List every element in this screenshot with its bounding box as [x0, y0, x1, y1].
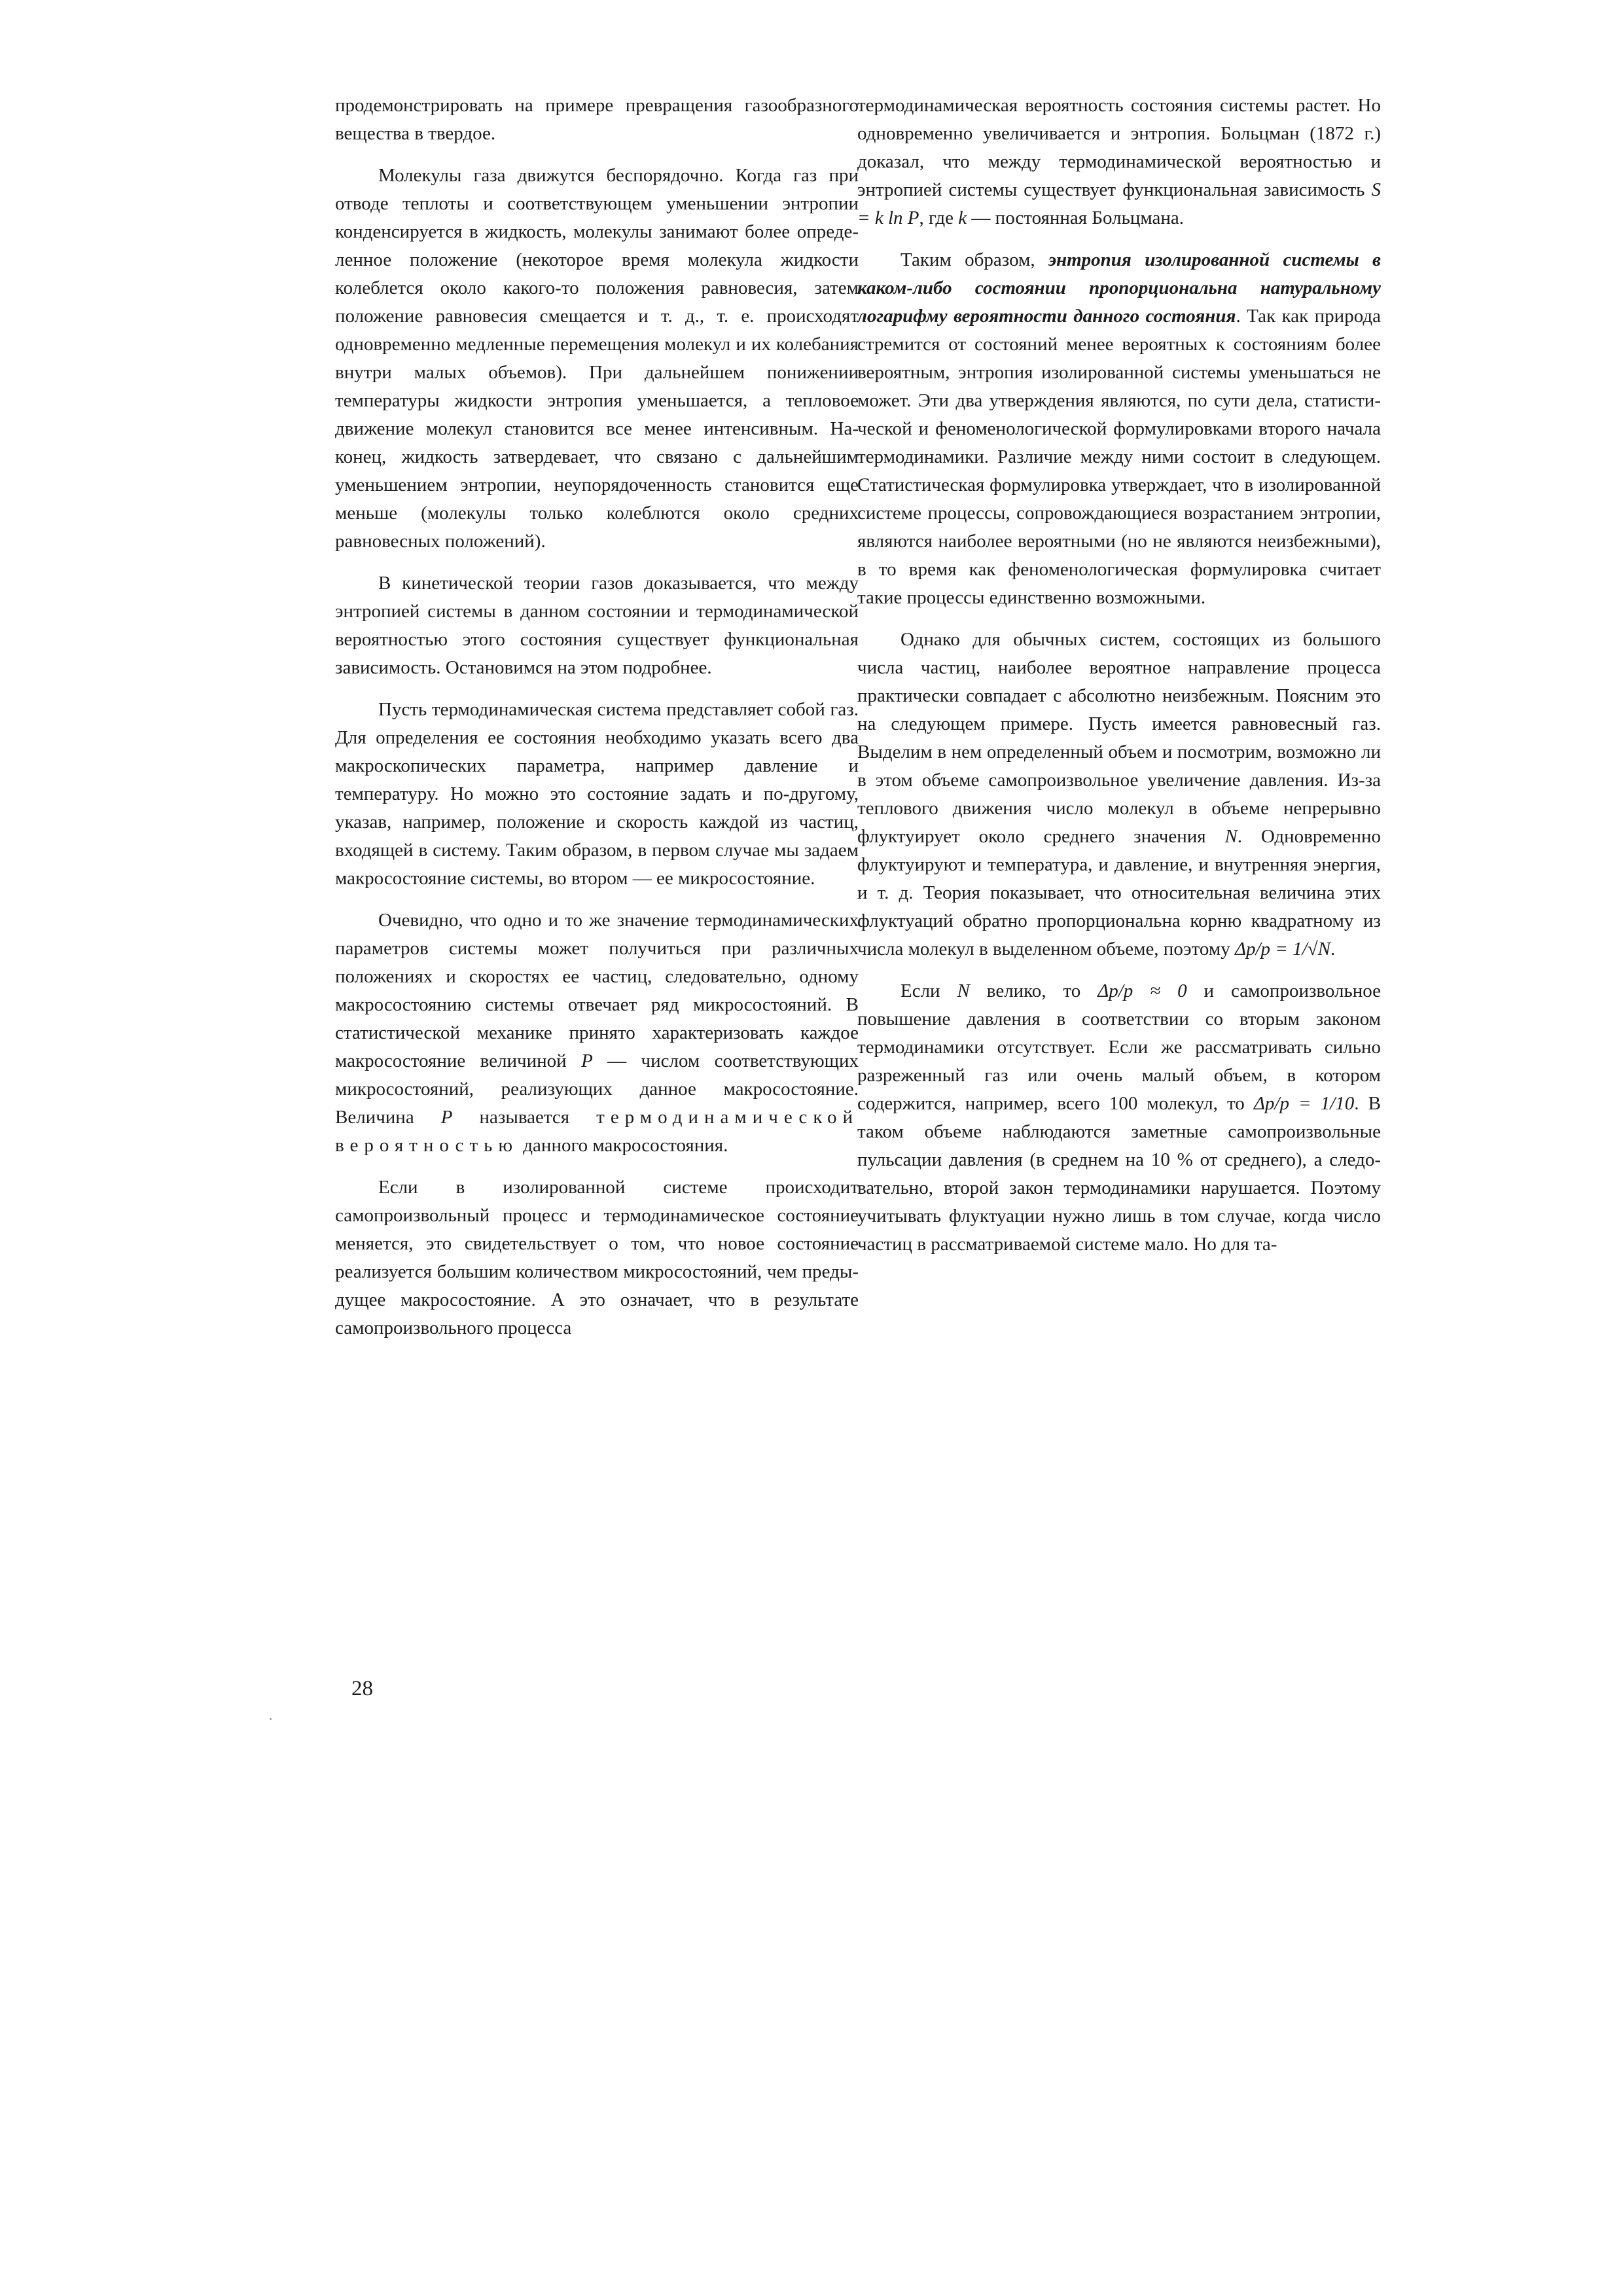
paragraph — [335, 906, 859, 1160]
text-run: — постоянная Больцмана. — [967, 207, 1185, 228]
text-run: — числом соответствующих микросостояний, реализующих данное макросостояние. Величина — [335, 1050, 859, 1128]
page-number: 28 — [351, 1677, 373, 1700]
text-run: , где — [919, 207, 959, 228]
paragraph: В кинетической теории газов доказывается, что между энтропией системы в данном состоянии и термодинамической вероятностью этого состояния существует функциональная зависимость. Остановимся на этом подробнее. — [335, 573, 859, 678]
scan-artifact — [270, 1718, 272, 1720]
formula-one-tenth: Δp/p = 1/10 — [1253, 1093, 1355, 1114]
left-text-column — [335, 92, 859, 1342]
text-run: термодинамическая вероятность состояния системы растет. Но одновременно увеличивается и энтропия. Больцман (1872 г.) доказал, что между термодинамической вероятностью и энтропией системы существует функциональная зависимость — [857, 95, 1381, 200]
symbol-p: P — [440, 1107, 453, 1128]
text-run: Однако для обычных систем, состоящих из большого числа частиц, наиболее вероятное направление процесса практически совпадает с абсолютно неизбежным. Поясним это на следующем примере. Пусть имеется равновесный газ. Выделим в нем определенный объем и посмотрим, возможно ли в этом объеме самопроизвольное увеличение давления. Из-за теплового движения число молекул в объеме непрерывно флуктуирует около среднего значения — [857, 629, 1381, 847]
emphasized-definition: энтропия изолированной системы в каком-либо состоянии пропорциональна натуральному логарифму вероятности данного состояния — [857, 249, 1381, 327]
paragraph: Если в изолированной системе происходит самопроизвольный процесс и термодинамическое состояние меняется, это свидетельствует о том, что новое состояние реализуется большим количеством микросостояний, чем предыдущее макросостояние. А это означает, что в результате самопроизвольного процесса — [335, 1177, 859, 1338]
text-run: . В таком объеме наблюдаются заметные самопроизвольные пульсации давления (в среднем на 10 % от среднего), а следовательно, второй закон термодинамики нарушается. Поэтому учитывать флуктуации нужно лишь в том случае, когда число частиц в рассматриваемой системе мало. Но для та- — [857, 1093, 1381, 1255]
paragraph — [857, 92, 1381, 232]
paragraph — [857, 626, 1381, 963]
spaced-term: термодинамической вероятностью — [335, 1107, 859, 1156]
paragraph: продемонстрировать на примере превращения газообразного вещества в твердое. — [335, 95, 859, 144]
formula-approx-zero: Δp/p ≈ 0 — [1097, 980, 1187, 1001]
symbol-k: k — [958, 207, 967, 228]
text-run: Таким образом, — [901, 249, 1048, 270]
symbol-n: N — [1224, 826, 1238, 847]
paragraph: Молекулы газа движутся беспорядочно. Когда газ при отводе теплоты и соответствующем уменьшении энтропии конденсируется в жидкость, молекулы занимают более определенное положение (некоторое время молекула жидкости колеблется около какого-то положения равновесия, затем положение равновесия смещается и т. д., т. е. происходят одновременно медленные перемещения молекул и их колебания внутри малых объемов). При дальнейшем понижении температуры жидкости энтропия уменьшается, а тепловое движение молекул становится все менее интенсивным. Наконец, жидкость затвердевает, что связано с дальнейшим уменьшением энтропии, неупорядоченность становится еще меньше (молекулы только колеблются около средних равновесных положений). — [335, 165, 859, 552]
text-run: данного макросостояния. — [518, 1135, 728, 1156]
text-run: . Так как природа стремится от состояний менее вероятных к состояниям более вероятным, энтропия изолированной системы уменьшаться не может. Эти два утверждения являются, по сути дела, статистической и феноменологической формулировками второго начала термодинамики. Различие между ними состоит в следующем. Статистическая формулировка утверждает, что в изолированной системе процессы, сопровождающиеся возрастанием энтропии, являются наиболее вероятными (но не являются неизбежными), в то время как феноменологическая формулировка считает такие процессы единственно возможными. — [857, 306, 1381, 608]
text-run: Если — [901, 980, 957, 1001]
text-run: Очевидно, что одно и то же значение термодинамических параметров системы может получиться при различных положениях и скоростях ее частиц, следовательно, одному макросостоянию системы отвечает ряд микросостояний. В статистической механике принято характеризовать каждое макросостояние величиной — [335, 910, 859, 1071]
text-run: и самопроизвольное повышение давления в соответствии со вторым законом термодинамики отсутствует. Если же рассматривать сильно разреженный газ или очень малый объем, в котором содержится, например, всего 100 молекул, то — [857, 980, 1381, 1114]
symbol-n: N — [957, 980, 970, 1001]
text-run: велико, то — [969, 980, 1098, 1001]
symbol-p: P — [581, 1050, 593, 1071]
boltzmann-formula: S = k ln P — [857, 179, 1381, 228]
paragraph — [857, 246, 1381, 612]
right-text-column — [857, 92, 1381, 1259]
text-run: называется — [452, 1107, 597, 1128]
text-run: . Одновременно флуктуируют и температура, и давление, и внутренняя энергия, и т. д. Теория показывает, что относительная величина этих флуктуаций обратно пропорциональна корню квадратному из числа молекул в выделенном объеме, поэтому — [857, 826, 1381, 960]
paragraph: Пусть термодинамическая система представляет собой газ. Для определения ее состояния необходимо указать всего два макроскопических параметра, например давление и температуру. Но можно это состояние задать и по-другому, указав, например, положение и скорость каждой из частиц, входящей в систему. Таким образом, в первом случае мы задаем макросостояние системы, во втором — ее микросостояние. — [335, 699, 859, 889]
paragraph — [857, 977, 1381, 1259]
fluctuation-formula: Δp/p = 1/√N — [1234, 939, 1330, 960]
text-run: . — [1330, 939, 1336, 960]
